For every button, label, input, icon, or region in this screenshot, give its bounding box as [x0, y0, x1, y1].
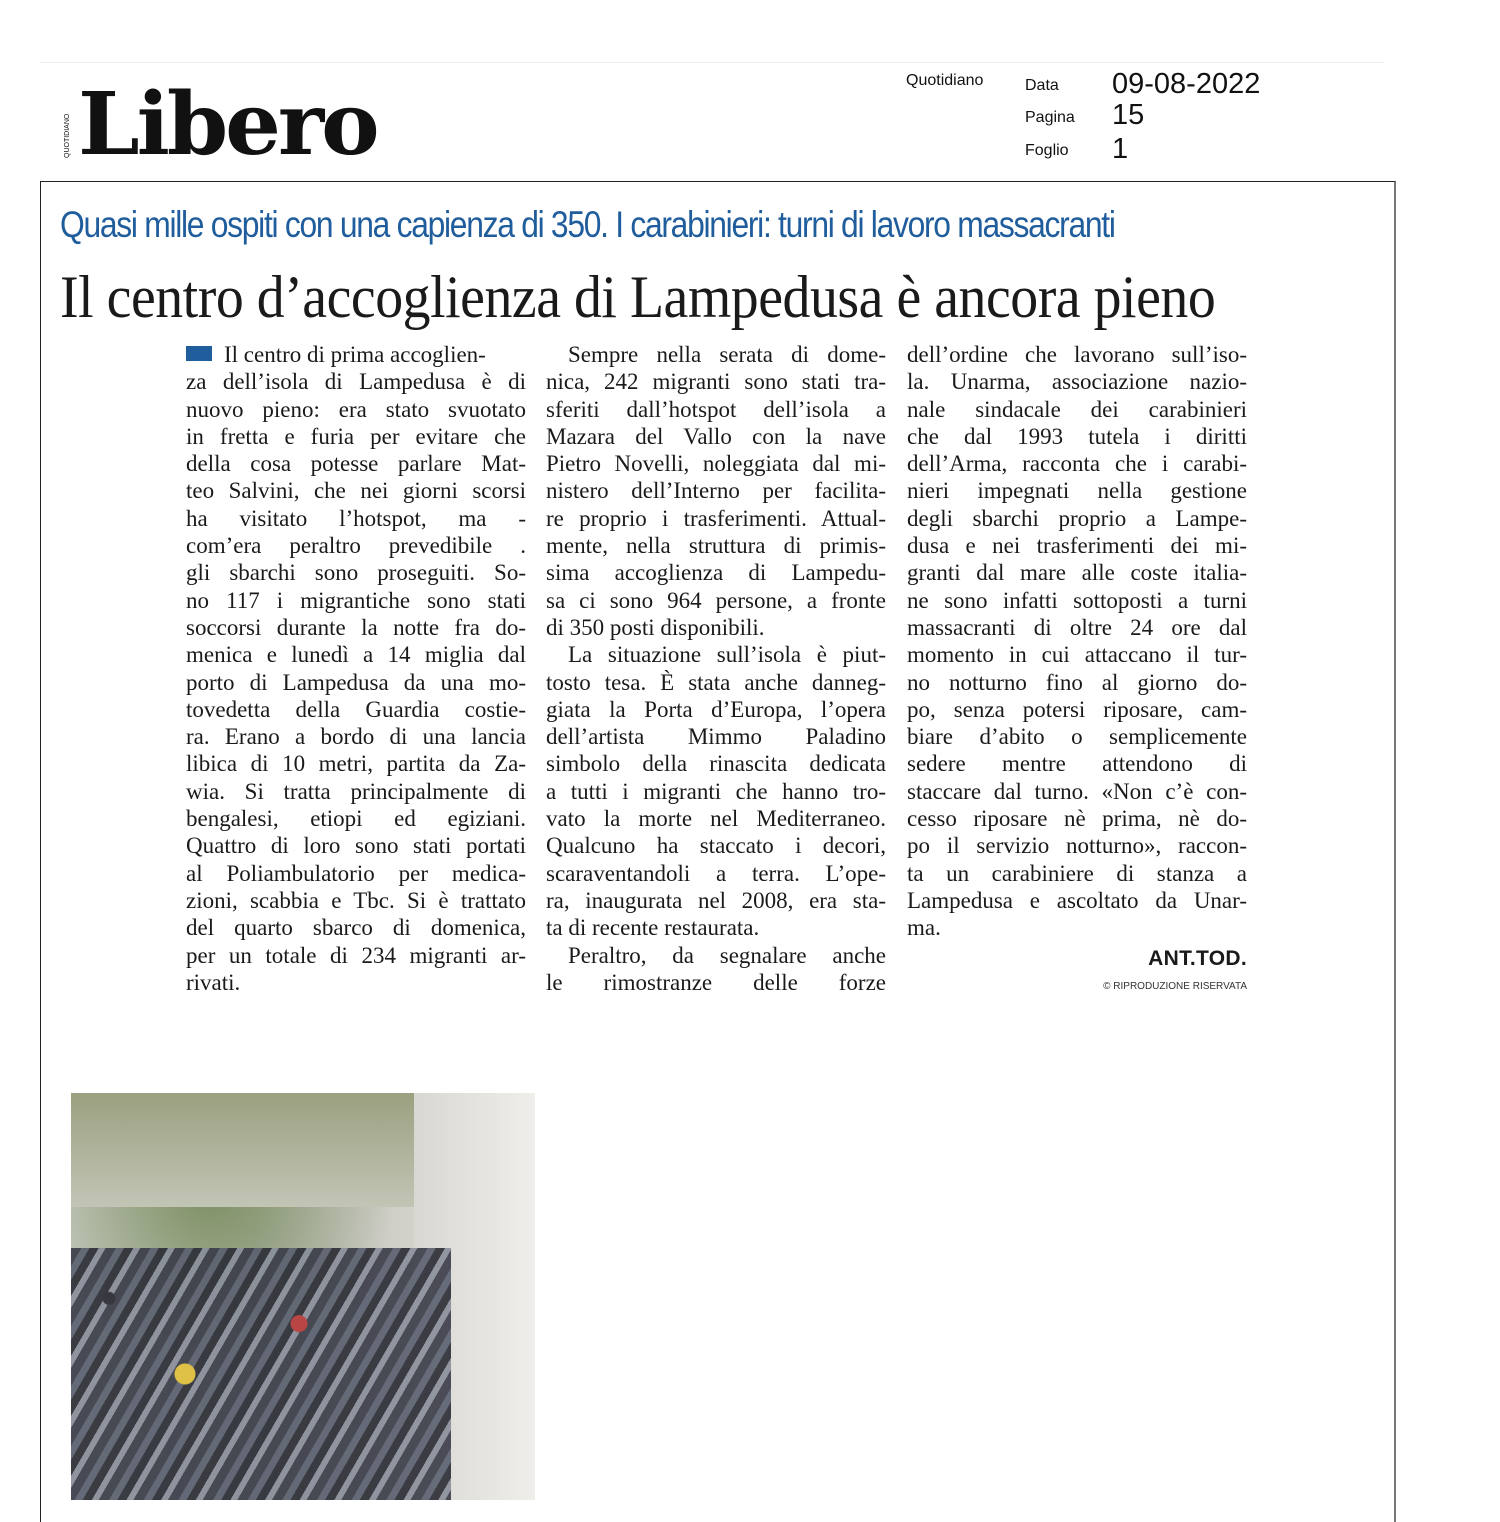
article-text-line: dell’artista Mimmo Paladino	[546, 724, 886, 750]
article-text-line: Peraltro, da segnalare anche	[568, 942, 886, 968]
article-text-line: zioni, scabbia e Tbc. Si è trattato	[186, 887, 526, 913]
article-text-line: ne sono infatti sottoposti a turni	[907, 587, 1247, 613]
article-text-line: di 350 posti disponibili.	[546, 614, 765, 640]
article-text-line: za dell’isola di Lampedusa è di	[186, 369, 526, 395]
article-text-line: giata la Porta d’Europa, l’opera	[546, 696, 886, 722]
article-text-line: Quattro di loro sono stati portati	[186, 833, 526, 859]
article-text-line: po, senza potersi riposare, cam-	[907, 696, 1247, 722]
article-text-line: ra, inaugurata nel 2008, era sta-	[546, 887, 886, 913]
article-text-line: nuovo pieno: era stato svuotato	[186, 396, 526, 422]
article-text-line: mente, nella struttura di primis-	[546, 533, 886, 559]
article-text-line: nieri impegnati nella gestione	[907, 478, 1247, 504]
article-text-line: teo Salvini, che nei giorni scorsi	[186, 478, 526, 504]
article-text-line: della cosa potesse parlare Mat-	[186, 451, 526, 477]
article-text-line: La situazione sull’isola è piut-	[568, 642, 886, 668]
headline-text: Il centro d’accoglienza di Lampedusa è ancora pieno	[60, 264, 1216, 330]
kicker-text: Quasi mille ospiti con una capienza di 350. I carabinieri: turni di lavoro massacranti	[60, 204, 1115, 245]
page-label: Pagina	[1025, 109, 1075, 126]
article-text-line: wia. Si tratta principalmente di	[186, 778, 526, 804]
article-text-line: in fretta e furia per evitare che	[186, 423, 526, 449]
article-text-line: simbolo della rinascita dedicata	[546, 751, 886, 777]
article-text-line: ma.	[907, 915, 941, 941]
article-kicker	[60, 204, 1375, 246]
article-text-line: Mazara del Vallo con la nave	[546, 423, 886, 449]
article-text-line: com’era peraltro prevedibile .	[186, 533, 526, 559]
article-text-line: sferiti dall’hotspot dell’isola a	[546, 396, 886, 422]
article-column-2	[546, 341, 886, 996]
article-text-line: per un totale di 234 migranti ar-	[186, 942, 526, 968]
article-text-line: re proprio i trasferimenti. Attual-	[546, 505, 886, 531]
article-text-line: libica di 10 metri, partita da Za-	[186, 751, 526, 777]
article-text-line: sima accoglienza di Lampedu-	[546, 560, 886, 586]
article-column-1	[186, 341, 526, 996]
copyright-notice: © RIPRODUZIONE RISERVATA	[1103, 981, 1247, 992]
article-text-line: menica e lunedì a 14 miglia dal	[186, 642, 526, 668]
sheet-value: 1	[1112, 133, 1129, 165]
article-text-line: degli sbarchi proprio a Lampe-	[907, 505, 1247, 531]
article-text-line: del quarto sbarco di domenica,	[186, 915, 526, 941]
article-text-line: Qualcuno ha staccato i decori,	[546, 833, 886, 859]
article-text-line	[186, 341, 526, 368]
article-text-line: ra. Erano a bordo di una lancia	[186, 724, 526, 750]
article-text-line: le rimostranze delle forze	[546, 969, 886, 995]
article-text-line: sedere mentre attendono di	[907, 751, 1247, 777]
article-text-line: po il servizio notturno», raccon-	[907, 833, 1247, 859]
article-text-line: porto di Lampedusa da una mo-	[186, 669, 526, 695]
article-text-line: la. Unarma, associazione nazio-	[907, 369, 1247, 395]
line-text: Il centro di prima accoglien-	[224, 342, 486, 367]
article-text-line: rivati.	[186, 969, 241, 995]
article-text-line: no notturno fino al giorno do-	[907, 669, 1247, 695]
article-text-line: sa ci sono 964 persone, a fronte	[546, 587, 886, 613]
article-text-line: ta di recente restaurata.	[546, 915, 760, 941]
article-text-line: Lampedusa e ascoltato da Unar-	[907, 887, 1247, 913]
paragraph-marker-icon	[186, 346, 212, 361]
article-photo-crowd-migrants	[71, 1093, 535, 1500]
article-text-line: ta un carabiniere di stanza a	[907, 860, 1247, 886]
article-text-line: nale sindacale dei carabinieri	[907, 396, 1247, 422]
article-text-line: dell’Arma, racconta che i carabi-	[907, 451, 1247, 477]
article-text-line: vato la morte nel Mediterraneo.	[546, 806, 886, 832]
article-text-line: Pietro Novelli, noleggiata dal mi-	[546, 451, 886, 477]
newspaper-logo: Libero	[78, 74, 377, 175]
article-text-line: staccare dal turno. «Non c’è con-	[907, 778, 1247, 804]
article-text-line: nistero dell’Interno per facilita-	[546, 478, 886, 504]
article-headline	[60, 264, 1375, 330]
article-text-line: scaraventandoli a terra. L’ope-	[546, 860, 886, 886]
article-column-3	[907, 341, 1247, 942]
article-text-line: biare d’abito o semplicemente	[907, 724, 1247, 750]
article-text-line: al Poliambulatorio per medica-	[186, 860, 526, 886]
date-value: 09-08-2022	[1112, 68, 1261, 100]
article-text-line: granti dal mare alle coste italia-	[907, 560, 1247, 586]
article-text-line: tosto tesa. È stata anche danneg-	[546, 669, 886, 695]
article-text-line: ha visitato l’hotspot, ma -	[186, 505, 526, 531]
article-text-line: soccorsi durante la notte fra do-	[186, 614, 526, 640]
byline: ANT.TOD.	[1148, 947, 1247, 970]
article-text-line: nica, 242 migranti sono stati tra-	[546, 369, 886, 395]
top-divider	[40, 62, 1385, 63]
publication-type: Quotidiano	[906, 72, 984, 89]
page-value: 15	[1112, 99, 1145, 131]
article-text-line: cesso riposare nè prima, nè do-	[907, 806, 1247, 832]
article-text-line: dusa e nei trasferimenti dei mi-	[907, 533, 1247, 559]
sheet-label: Foglio	[1025, 142, 1069, 159]
logo-subtitle: QUOTIDIANO	[64, 113, 71, 158]
article-text-line: che dal 1993 tutela i diritti	[907, 423, 1247, 449]
article-text-line: no 117 i migrantiche sono stati	[186, 587, 526, 613]
article-text-line: dell’ordine che lavorano sull’iso-	[907, 342, 1247, 367]
article-text-line: gli sbarchi sono proseguiti. So-	[186, 560, 526, 586]
article-text-line: massacranti di oltre 24 ore dal	[907, 614, 1247, 640]
article-text-line: momento in cui attaccano il tur-	[907, 642, 1247, 668]
article-text-line: bengalesi, etiopi ed egiziani.	[186, 806, 526, 832]
photo-crowd	[71, 1248, 451, 1500]
article-text-line: Sempre nella serata di dome-	[568, 342, 886, 367]
article-text-line: a tutti i migranti che hanno tro-	[546, 778, 886, 804]
date-label: Data	[1025, 77, 1059, 94]
article-text-line: tovedetta della Guardia costie-	[186, 696, 526, 722]
